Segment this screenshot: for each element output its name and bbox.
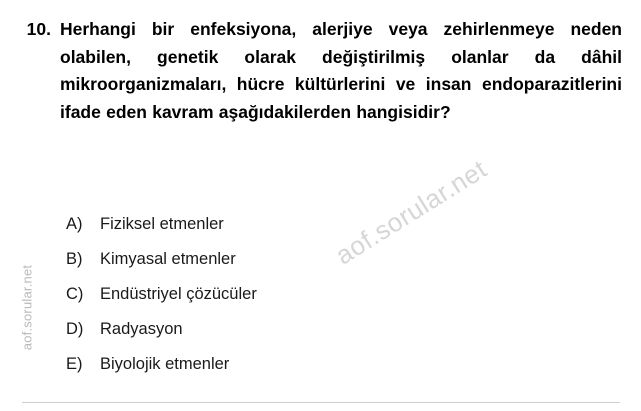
option-letter-a: A) bbox=[66, 215, 83, 233]
option-label-e: Biyolojik etmenler bbox=[100, 355, 230, 373]
option-letter-e: E) bbox=[66, 355, 83, 373]
option-label-b: Kimyasal etmenler bbox=[100, 250, 236, 268]
option-row-a[interactable] bbox=[66, 215, 586, 250]
option-label-d: Radyasyon bbox=[100, 320, 183, 338]
option-letter-d: D) bbox=[66, 320, 84, 338]
option-row-d[interactable] bbox=[66, 320, 586, 355]
option-row-b[interactable] bbox=[66, 250, 586, 285]
option-label-c: Endüstriyel çözücüler bbox=[100, 285, 257, 303]
option-row-e[interactable] bbox=[66, 355, 586, 390]
option-label-a: Fiziksel etmenler bbox=[100, 215, 224, 233]
diagonal-watermark: aof.sorular.net bbox=[330, 153, 493, 271]
side-watermark: aof.sorular.net bbox=[19, 264, 35, 351]
option-row-c[interactable] bbox=[66, 285, 586, 320]
question-number: 10. bbox=[26, 19, 51, 39]
question-text: Herhangi bir enfeksiyona, alerjiye veya zehirlenmeye neden olabilen, genetik olarak değiştirilmiş olanlar da dâhil mikroorganizmaları, hücre kültürlerini ve insan endoparazitlerini ifade eden kavram aşağıdakilerden hangisidir? bbox=[60, 19, 622, 122]
options-list bbox=[66, 215, 586, 390]
option-letter-c: C) bbox=[66, 285, 84, 303]
option-letter-b: B) bbox=[66, 250, 83, 268]
bottom-divider bbox=[22, 402, 620, 403]
question-block bbox=[22, 16, 622, 126]
left-margin-rule bbox=[0, 0, 4, 411]
